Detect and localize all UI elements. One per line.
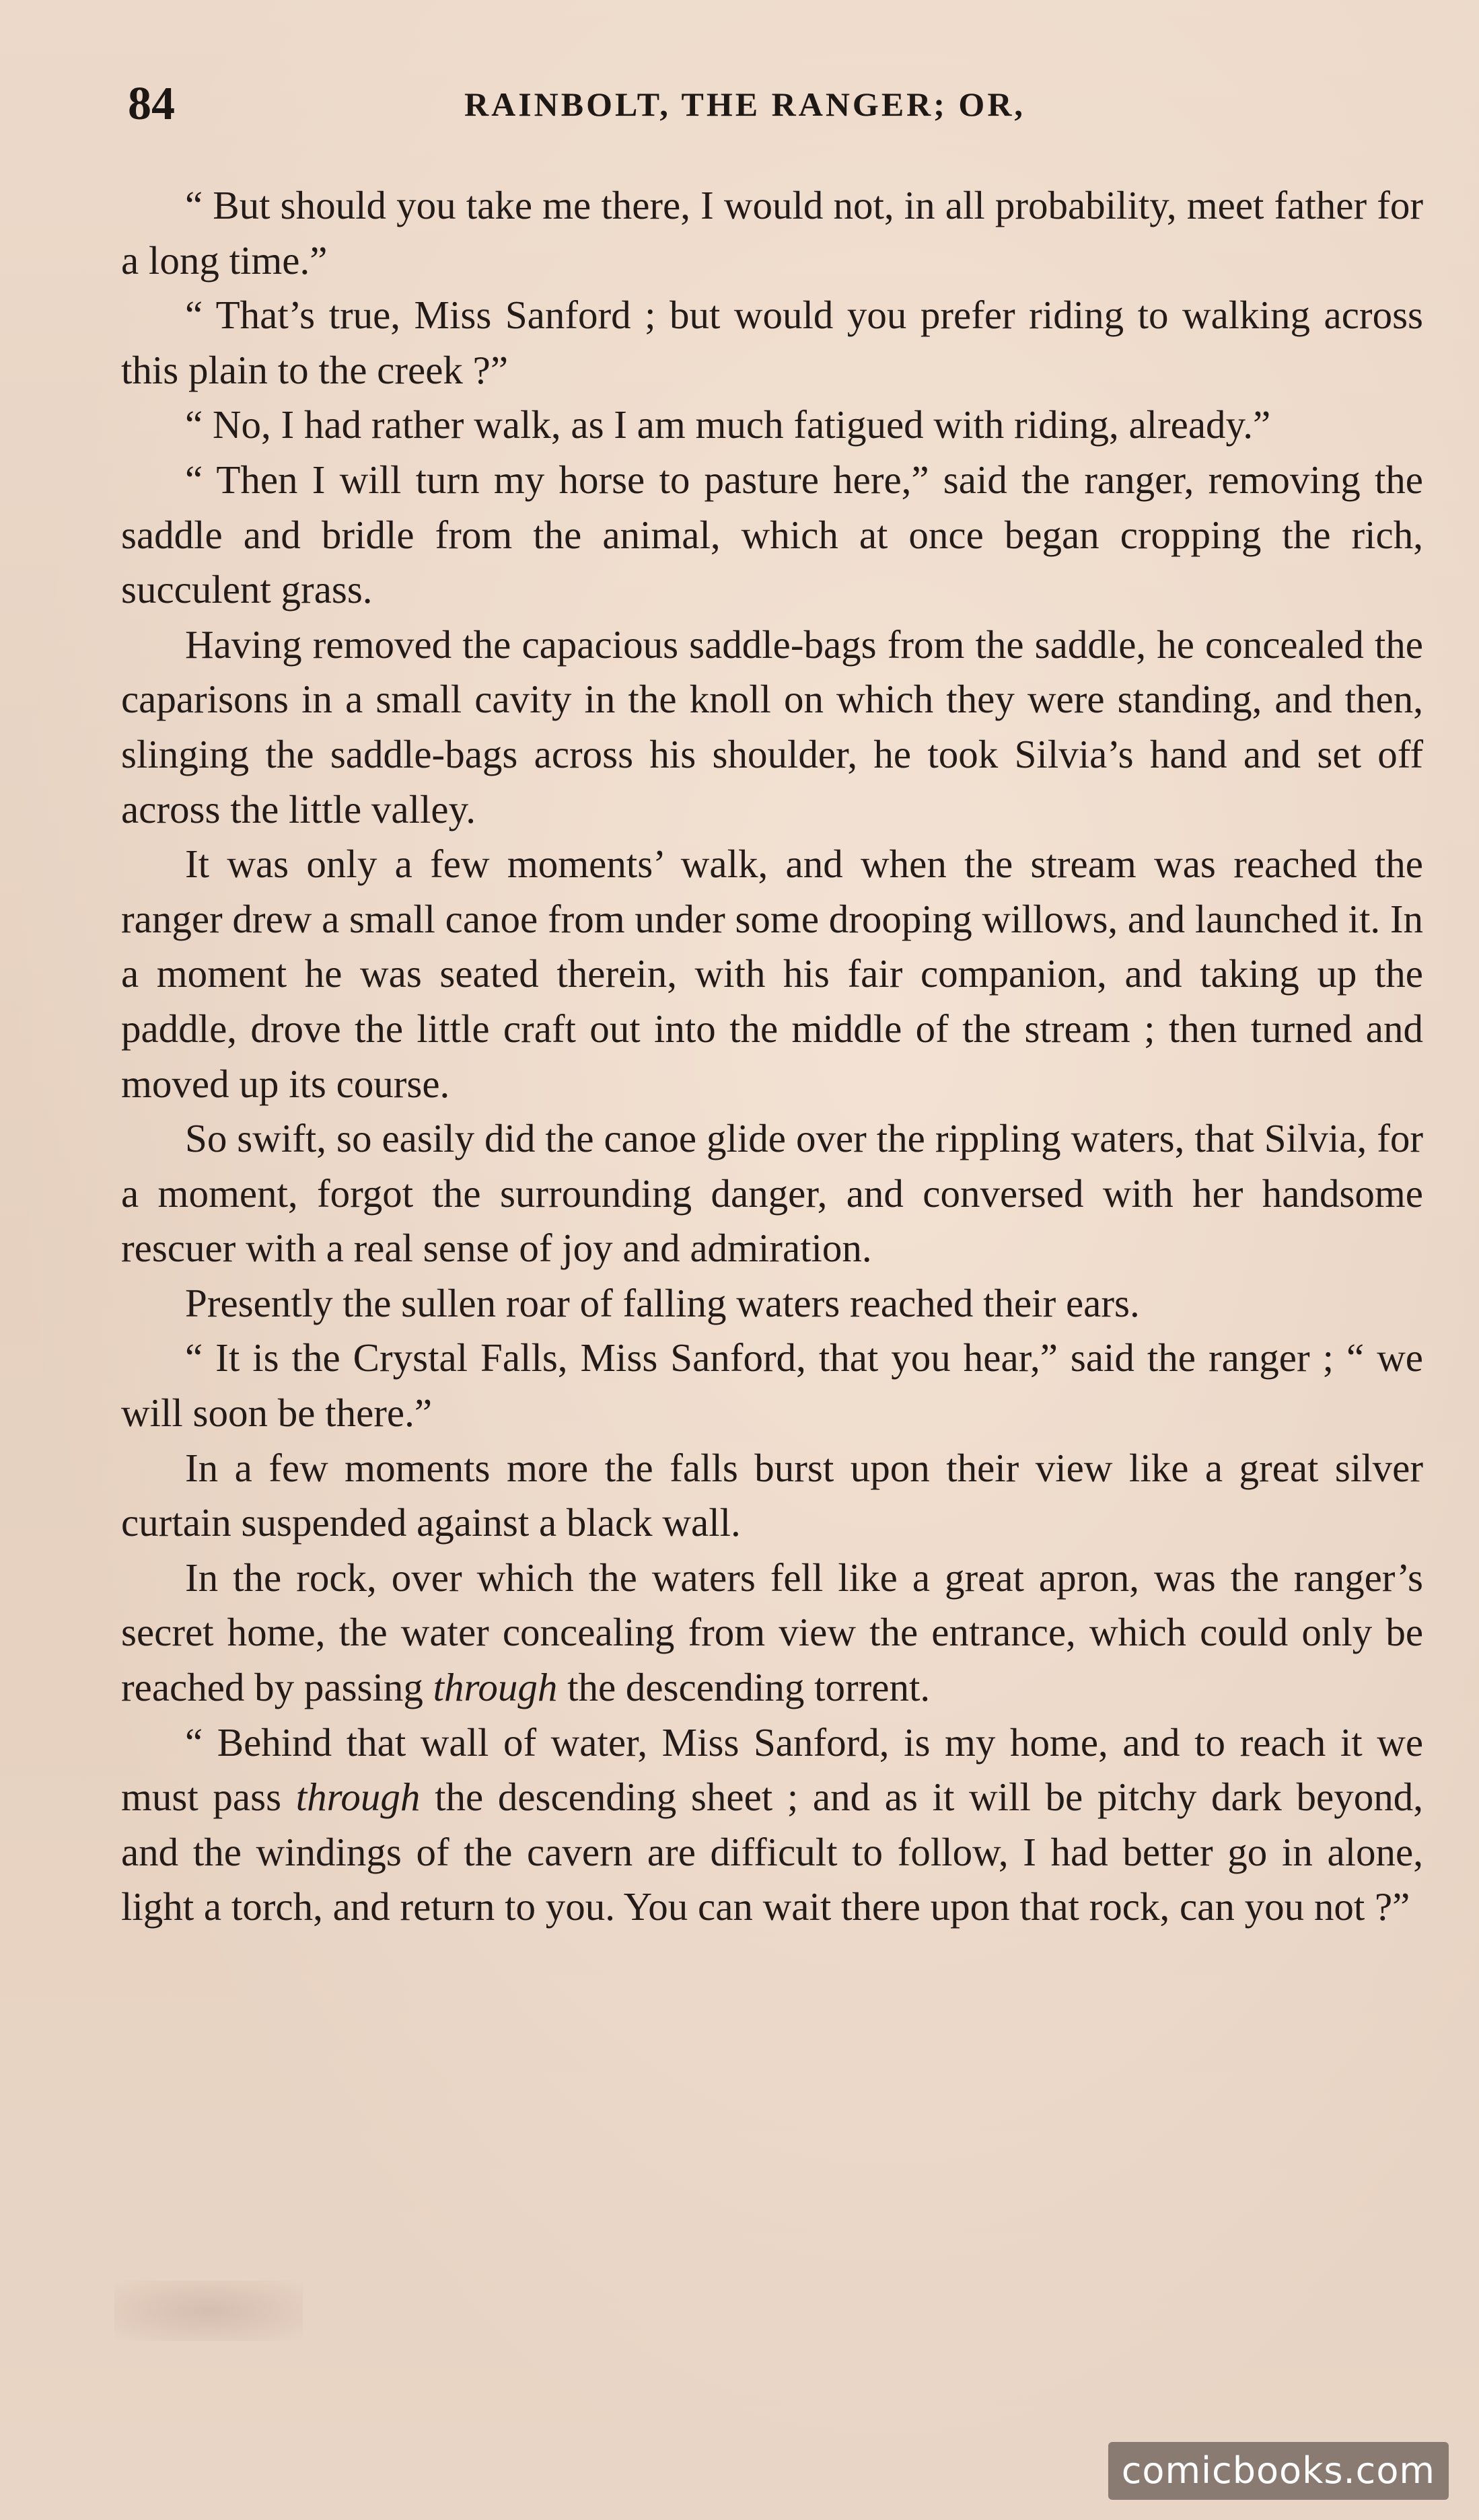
watermark: comicbooks.com <box>1108 2442 1449 2500</box>
paragraph-text: In a few moments more the falls burst upon their view like a great silver curtain suspended against a black wall. <box>121 1445 1423 1545</box>
emphasis: through <box>295 1775 421 1820</box>
paragraph <box>121 1111 1423 1276</box>
emphasis: through <box>433 1665 558 1710</box>
print-smudge <box>114 2281 303 2341</box>
paragraph-text: the descending sheet ; and as it will be pitchy dark beyond, and the windings of the cavern are difficult to follow, I had better go in alone, light a torch, and return to you. You can wait there upon that rock, can you not ?” <box>121 1775 1423 1929</box>
paragraph-text: So swift, so easily did the canoe glide over the rippling waters, that Silvia, for a moment, forgot the surrounding danger, and conversed with her handsome rescuer with a real sense of joy and admiration. <box>121 1116 1423 1271</box>
body-text <box>121 178 1423 1935</box>
paragraph <box>121 1441 1423 1551</box>
paragraph <box>121 1276 1423 1331</box>
paragraph <box>121 453 1423 618</box>
paragraph <box>121 178 1423 288</box>
paragraph <box>121 1715 1423 1935</box>
paragraph-text: the descending torrent. <box>557 1665 931 1710</box>
paragraph <box>121 1331 1423 1440</box>
paragraph-text: “ That’s true, Miss Sanford ; but would you prefer riding to walking across this plain to the creek ?” <box>121 293 1423 392</box>
page-header <box>0 71 1479 138</box>
paragraph-text: Presently the sullen roar of falling waters reached their ears. <box>185 1280 1140 1325</box>
paragraph-text: “ Behind that wall of water, Miss Sanford, is my home, and to reach it we must pass <box>121 1719 1423 1820</box>
paragraph-text: It was only a few moments’ walk, and when the stream was reached the ranger drew a small canoe from under some drooping willows, and launched it. In a moment he was seated therein, with his fair companion, and taking up the paddle, drove the little craft out into the middle of the stream ; then turned and moved up its course. <box>121 842 1423 1106</box>
paragraph <box>121 837 1423 1111</box>
running-head: RAINBOLT, THE RANGER; OR, <box>464 85 1025 123</box>
paragraph-text: Having removed the capacious saddle-bags from the saddle, he concealed the caparisons in a small cavity in the knoll on which they were standing, and then, slinging the saddle-bags across his shoulder, he took Silvia’s hand and set off across the little valley. <box>121 622 1423 831</box>
paragraph <box>121 398 1423 453</box>
paragraph-text: “ No, I had rather walk, as I am much fatigued with riding, already.” <box>185 402 1271 447</box>
page-number: 84 <box>128 78 175 130</box>
paragraph-text: “ Then I will turn my horse to pasture here,” said the ranger, removing the saddle and bridle from the animal, which at once began cropping the rich, succulent grass. <box>121 457 1423 612</box>
paragraph <box>121 618 1423 837</box>
paragraph-text: “ But should you take me there, I would not, in all probability, meet father for a long time.” <box>121 183 1423 283</box>
paragraph-text: “ It is the Crystal Falls, Miss Sanford, that you hear,” said the ranger ; “ we will soon be there.” <box>121 1335 1423 1436</box>
paragraph-text: In the rock, over which the waters fell like a great apron, was the ranger’s secret home, the water concealing from view the entrance, which could only be reached by passing <box>121 1555 1423 1710</box>
paragraph <box>121 288 1423 398</box>
paragraph <box>121 1551 1423 1715</box>
